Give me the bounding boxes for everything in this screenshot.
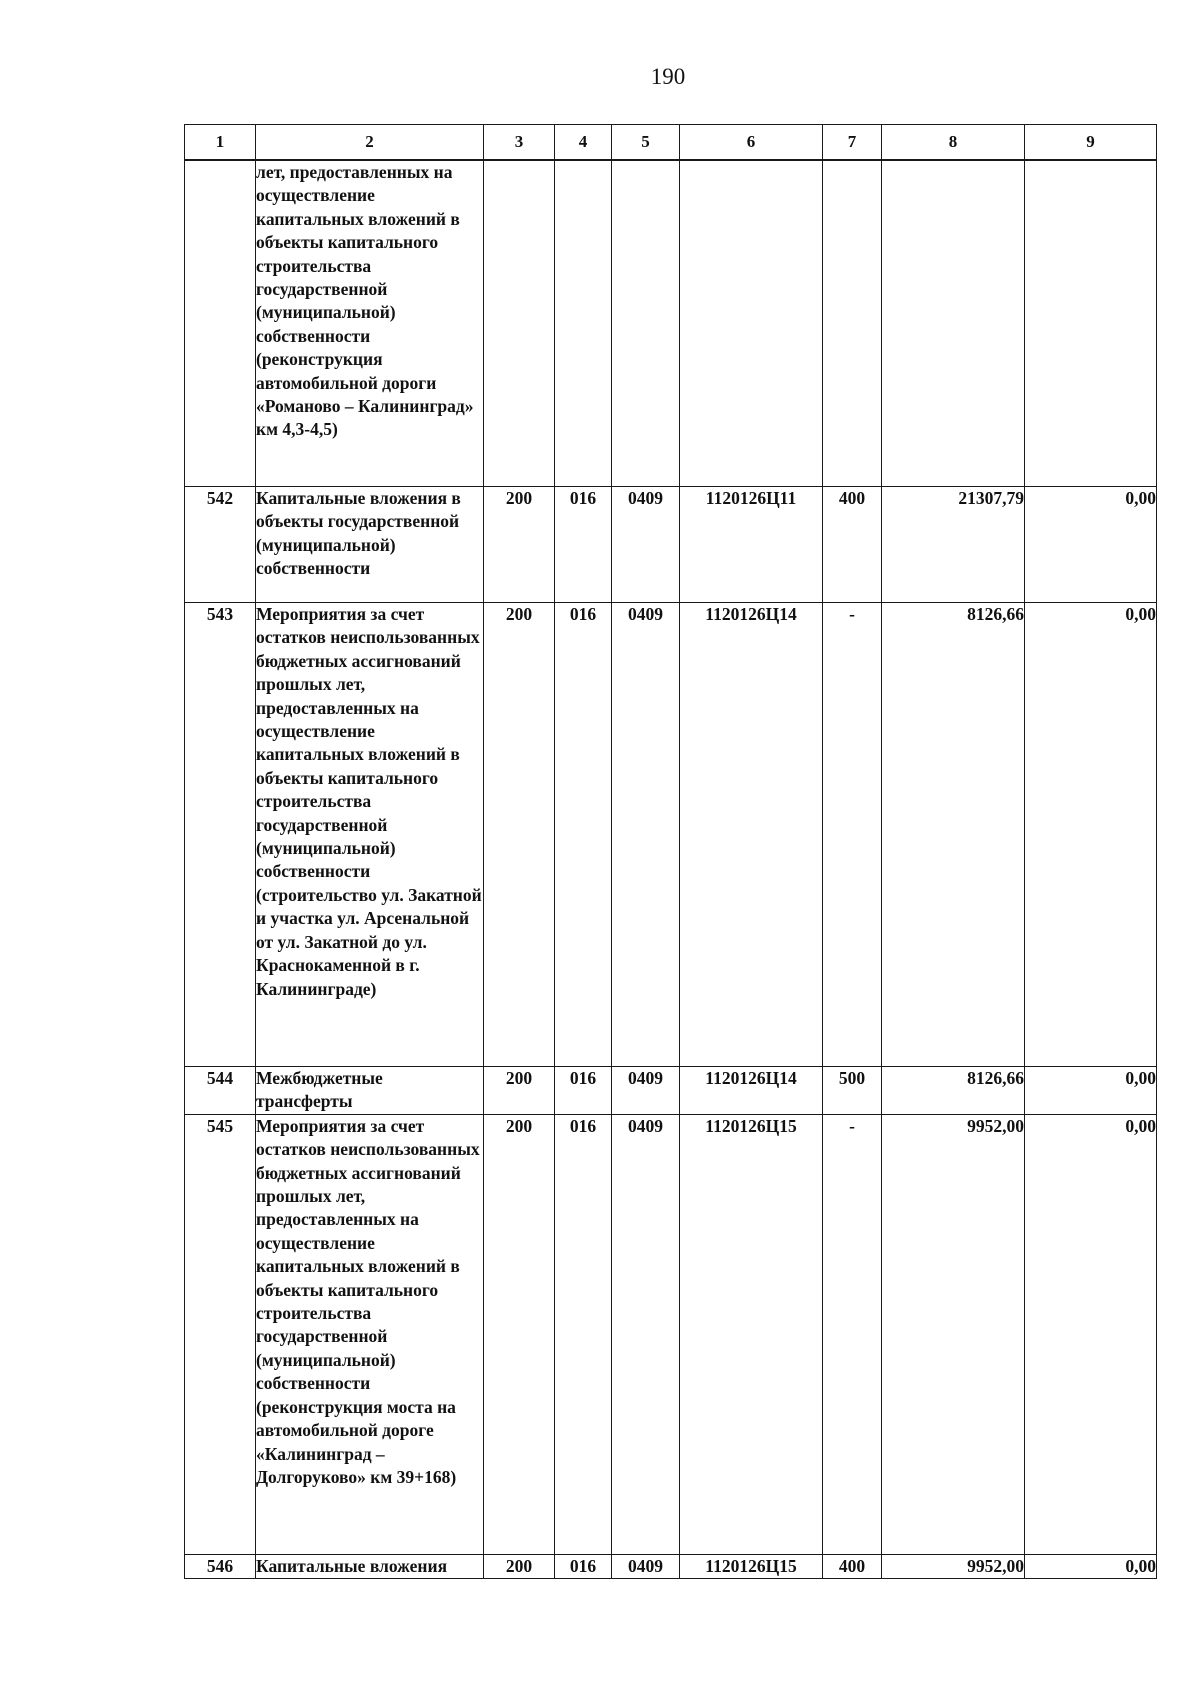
expense-type-cell: 400 bbox=[823, 1554, 882, 1578]
amount-cell: 8126,66 bbox=[882, 603, 1025, 1067]
table-row bbox=[185, 487, 1157, 603]
col4-cell: 016 bbox=[555, 487, 612, 603]
column-header: 5 bbox=[612, 125, 680, 161]
amount-next-cell: 0,00 bbox=[1025, 1554, 1157, 1578]
column-header: 4 bbox=[555, 125, 612, 161]
description-cell: Капитальные вложения в объекты государственной (муниципальной) собственности bbox=[256, 487, 484, 603]
column-header: 1 bbox=[185, 125, 256, 161]
col3-cell: 200 bbox=[484, 1114, 555, 1554]
table-row-continuation bbox=[185, 160, 1157, 487]
target-article-cell: 1120126Ц15 bbox=[680, 1114, 823, 1554]
col4-cell: 016 bbox=[555, 603, 612, 1067]
target-article-cell: 1120126Ц11 bbox=[680, 487, 823, 603]
row-number-cell: 543 bbox=[185, 603, 256, 1067]
budget-table bbox=[184, 124, 1157, 1579]
header-row bbox=[185, 125, 1157, 161]
expense-type-cell: - bbox=[823, 1114, 882, 1554]
expense-type-cell: 400 bbox=[823, 487, 882, 603]
column-header: 8 bbox=[882, 125, 1025, 161]
col5-cell: 0409 bbox=[612, 1114, 680, 1554]
column-header: 3 bbox=[484, 125, 555, 161]
row-number-cell bbox=[185, 160, 256, 487]
amount-next-cell: 0,00 bbox=[1025, 1114, 1157, 1554]
col4-cell: 016 bbox=[555, 1067, 612, 1115]
table-row bbox=[185, 1067, 1157, 1115]
column-header: 7 bbox=[823, 125, 882, 161]
amount-next-cell: 0,00 bbox=[1025, 487, 1157, 603]
expense-type-cell: 500 bbox=[823, 1067, 882, 1115]
description-cell: Мероприятия за счет остатков неиспользованных бюджетных ассигнований прошлых лет, предоставленных на осуществление капитальных вложений в объекты капитального строительства государственной (муниципальной) собственности (строительство ул. Закатной и участка ул. Арсенальной от ул. Закатной до ул. Краснокаменной в г. Калининграде) bbox=[256, 603, 484, 1067]
description-cell: лет, предоставленных на осуществление капитальных вложений в объекты капитального строительства государственной (муниципальной) собственности (реконструкция автомобильной дороги «Романово – Калининград» км 4,3-4,5) bbox=[256, 160, 484, 487]
row-number-cell: 545 bbox=[185, 1114, 256, 1554]
table-row bbox=[185, 1554, 1157, 1578]
col5-cell: 0409 bbox=[612, 487, 680, 603]
amount-cell: 8126,66 bbox=[882, 1067, 1025, 1115]
column-header: 6 bbox=[680, 125, 823, 161]
row-number-cell: 544 bbox=[185, 1067, 256, 1115]
col5-cell: 0409 bbox=[612, 1554, 680, 1578]
column-header: 9 bbox=[1025, 125, 1157, 161]
amount-cell: 9952,00 bbox=[882, 1554, 1025, 1578]
table-row bbox=[185, 603, 1157, 1067]
amount-cell: 21307,79 bbox=[882, 487, 1025, 603]
description-cell: Капитальные вложения bbox=[256, 1554, 484, 1578]
target-article-cell: 1120126Ц14 bbox=[680, 1067, 823, 1115]
col4-cell: 016 bbox=[555, 1114, 612, 1554]
page-number: 190 bbox=[650, 64, 686, 89]
col3-cell: 200 bbox=[484, 487, 555, 603]
amount-next-cell: 0,00 bbox=[1025, 1067, 1157, 1115]
amount-next-cell: 0,00 bbox=[1025, 603, 1157, 1067]
target-article-cell: 1120126Ц15 bbox=[680, 1554, 823, 1578]
target-article-cell: 1120126Ц14 bbox=[680, 603, 823, 1067]
col4-cell: 016 bbox=[555, 1554, 612, 1578]
description-cell: Мероприятия за счет остатков неиспользованных бюджетных ассигнований прошлых лет, предоставленных на осуществление капитальных вложений в объекты капитального строительства государственной (муниципальной) собственности (реконструкция моста на автомобильной дороге «Калининград – Долгоруково» км 39+168) bbox=[256, 1114, 484, 1554]
column-header: 2 bbox=[256, 125, 484, 161]
row-number-cell: 542 bbox=[185, 487, 256, 603]
table-row bbox=[185, 1114, 1157, 1554]
col5-cell: 0409 bbox=[612, 603, 680, 1067]
row-number-cell: 546 bbox=[185, 1554, 256, 1578]
col3-cell: 200 bbox=[484, 1554, 555, 1578]
expense-type-cell: - bbox=[823, 603, 882, 1067]
col3-cell: 200 bbox=[484, 603, 555, 1067]
col5-cell: 0409 bbox=[612, 1067, 680, 1115]
description-cell: Межбюджетные трансферты bbox=[256, 1067, 484, 1115]
amount-cell: 9952,00 bbox=[882, 1114, 1025, 1554]
col3-cell: 200 bbox=[484, 1067, 555, 1115]
